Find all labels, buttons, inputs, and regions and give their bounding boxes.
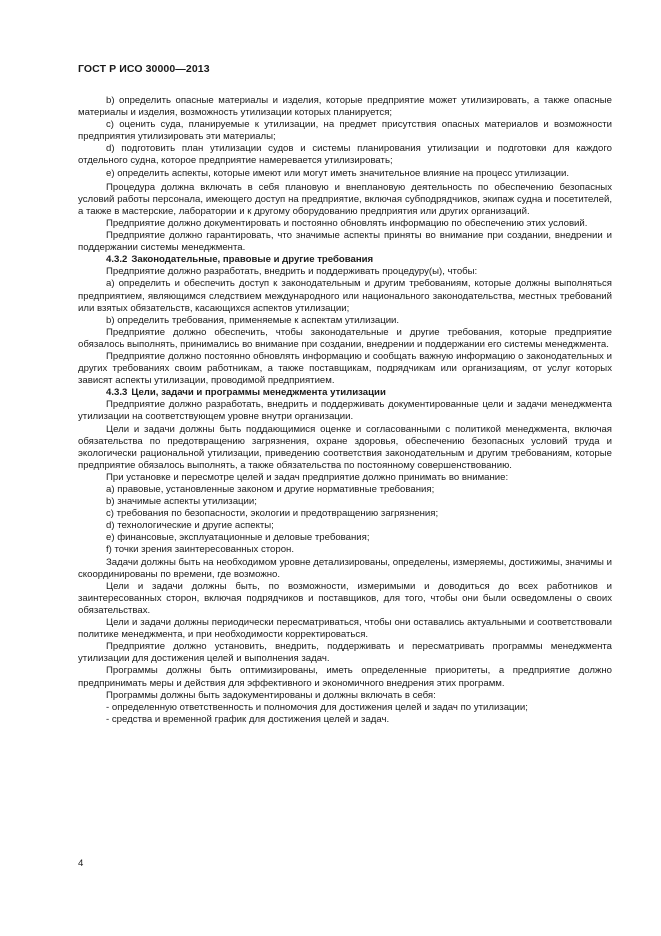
section-heading-4-3-3 <box>78 387 612 399</box>
paragraph: Предприятие должно обеспечить, чтобы законодательные и другие требования, которые предприятие обязалось выполнять, принимались во внимание при создании, внедрении и поддержании его системы менеджмента. <box>78 326 612 350</box>
paragraph: Задачи должны быть на необходимом уровне детализированы, определены, измеряемы, достижимы, значимы и скоординированы по времени, где возможно. <box>78 556 612 580</box>
section-title: Цели, задачи и программы менеджмента утилизации <box>131 387 386 399</box>
section-heading-4-3-2 <box>78 254 612 266</box>
section-title: Законодательные, правовые и другие требования <box>131 254 374 266</box>
list-item: b) значимые аспекты утилизации; <box>106 496 257 508</box>
paragraph: Программы должны быть задокументированы и должны включать в себя: <box>106 689 436 701</box>
list-item: f) точки зрения заинтересованных сторон. <box>106 544 295 556</box>
list-item: e) финансовые, эксплуатационные и деловые требования; <box>106 532 370 544</box>
paragraph: Предприятие должно документировать и постоянно обновлять информацию по обеспечению этих условий. <box>106 217 588 229</box>
paragraph: Цели и задачи должны быть, по возможности, измеримыми и доводиться до всех работников и заинтересованных сторон, включая подрядчиков и поставщиков, для того, чтобы они были осведомлены о своих обязательствах. <box>78 580 612 616</box>
paragraph: b) определить требования, применяемые к аспектам утилизации. <box>106 314 400 326</box>
paragraph: c) оценить суда, планируемые к утилизации, на предмет присутствия опасных материалов и возможности предприятия утилизировать эти материалы; <box>78 119 612 143</box>
paragraph: Предприятие должно разработать, внедрить и поддерживать документированные цели и задачи менеджмента утилизации на соответствующем уровне внутри организации. <box>78 399 612 423</box>
paragraph: Процедура должна включать в себя плановую и внеплановую деятельность по обеспечению безопасных условий работы персонала, имеющего доступ на предприятие, включая субподрядчиков, экипаж судна и посетителей, а также в мастерские, лаборатории и к другому оборудованию предприятия или других организаций. <box>78 181 612 217</box>
list-item: - определенную ответственность и полномочия для достижения целей и задач по утилизации; <box>106 701 528 713</box>
section-number: 4.3.3 <box>106 387 128 399</box>
paragraph: При установке и пересмотре целей и задач предприятие должно принимать во внимание: <box>106 471 509 483</box>
paragraph: Предприятие должно постоянно обновлять информацию и сообщать важную информацию о законодательных и других требованиях своим работникам, а также поставщикам, подрядчикам или организациям, от услуг которых зависят аспекты утилизации, проводимой предприятием. <box>78 350 612 387</box>
document-header: ГОСТ Р ИСО 30000—2013 <box>78 63 210 75</box>
page-body <box>78 95 612 726</box>
paragraph: Цели и задачи должны периодически пересматриваться, чтобы они оставались актуальными и соответствовали политике менеджмента, и при необходимости корректироваться. <box>78 617 612 641</box>
paragraph: Предприятие должно гарантировать, что значимые аспекты приняты во внимание при создании, внедрении и поддержании системы менеджмента. <box>78 230 612 254</box>
list-item: - средства и временной график для достижения целей и задач. <box>106 713 390 725</box>
section-number: 4.3.2 <box>106 254 128 266</box>
list-item: c) требования по безопасности, экологии и предотвращению загрязнения; <box>106 508 439 520</box>
paragraph: a) определить и обеспечить доступ к законодательным и другим требованиям, которые должны выполняться предприятием, являющимся следствием международного или национального законодательства, местных требований или взятых обязательств, касающихся аспектов утилизации; <box>78 278 612 314</box>
page-number: 4 <box>78 858 84 869</box>
paragraph: b) определить опасные материалы и изделия, которые предприятие может утилизировать, а также опасные материалы и изделия, возможность утилизации которых планируется; <box>78 95 612 119</box>
paragraph: Предприятие должно разработать, внедрить и поддерживать процедуру(ы), чтобы: <box>106 266 478 278</box>
paragraph: Цели и задачи должны быть поддающимися оценке и согласованными с политикой менеджмента, включая обязательства по предотвращению загрязнения, охране здоровья, обеспечению безопасных условий труда и экологически рациональной утилизации, приведению соответствия законодательным и другим требованиям, которые предприятие обязалось выполнять, а также обязательства по постоянному совершенствованию. <box>78 423 612 471</box>
list-item: d) технологические и другие аспекты; <box>106 520 274 532</box>
paragraph: Программы должны быть оптимизированы, иметь определенные приоритеты, а предприятие должно предпринимать меры и действия для эффективного и экономичного внедрения этих программ. <box>78 665 612 689</box>
paragraph: e) определить аспекты, которые имеют или могут иметь значительное влияние на процесс утилизации. <box>106 167 569 179</box>
paragraph: d) подготовить план утилизации судов и системы планирования утилизации и подготовки для каждого отдельного судна, которое предприятие намеревается утилизировать; <box>78 143 612 167</box>
list-item: a) правовые, установленные законом и другие нормативные требования; <box>106 484 435 495</box>
paragraph: Предприятие должно установить, внедрить, поддерживать и пересматривать программы менеджмента утилизации для достижения целей и выполнения задач. <box>78 641 612 665</box>
